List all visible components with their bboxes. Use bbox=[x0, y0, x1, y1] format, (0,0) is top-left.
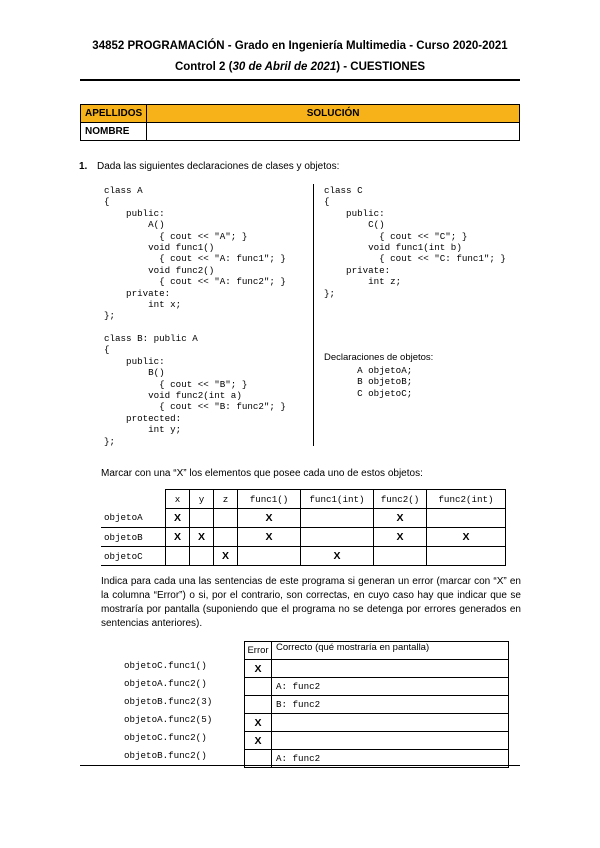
col-header: func2(int) bbox=[427, 490, 506, 509]
mark-cell[interactable] bbox=[238, 547, 301, 566]
output-cell[interactable] bbox=[272, 732, 509, 750]
row-label: objetoB bbox=[101, 528, 166, 547]
sentence: objetoB.func2(3) bbox=[124, 696, 213, 707]
table-row bbox=[245, 714, 509, 732]
col-header: x bbox=[166, 490, 190, 509]
table-row bbox=[245, 732, 509, 750]
output-cell[interactable]: A: func2 bbox=[272, 678, 509, 696]
error-cell[interactable]: X bbox=[245, 732, 272, 750]
code-class-c: class C { public: C() { cout << "C"; } void func1(int b) { cout << "C: func1"; } private: int z; }; bbox=[324, 185, 506, 299]
mark-cell[interactable]: X bbox=[238, 528, 301, 547]
mark-cell[interactable] bbox=[190, 547, 214, 566]
mark-cell[interactable] bbox=[301, 528, 374, 547]
part-a-instruction: Marcar con una “X” los elementos que posee cada uno de estos objetos: bbox=[101, 468, 423, 479]
table-row bbox=[101, 528, 506, 547]
header-title: 34852 PROGRAMACIÓN - Grado en Ingeniería Multimedia - Curso 2020-2021 bbox=[92, 40, 508, 52]
sentence: objetoC.func2() bbox=[124, 732, 207, 743]
mark-cell[interactable]: X bbox=[166, 528, 190, 547]
mark-cell[interactable] bbox=[374, 547, 427, 566]
mark-cell[interactable]: X bbox=[301, 547, 374, 566]
error-cell[interactable] bbox=[245, 696, 272, 714]
row-label: objetoA bbox=[101, 509, 166, 528]
row-label: objetoC bbox=[101, 547, 166, 566]
bottom-rule bbox=[80, 765, 520, 766]
mark-cell[interactable]: X bbox=[427, 528, 506, 547]
header-subtitle-prefix: Control 2 ( bbox=[174, 61, 233, 73]
error-cell[interactable] bbox=[245, 678, 272, 696]
members-corner bbox=[101, 490, 166, 509]
mark-cell[interactable] bbox=[166, 547, 190, 566]
members-table bbox=[101, 489, 506, 566]
mark-cell[interactable] bbox=[427, 509, 506, 528]
mark-cell[interactable]: X bbox=[214, 547, 238, 566]
output-cell[interactable] bbox=[272, 714, 509, 732]
mark-cell[interactable] bbox=[214, 528, 238, 547]
table-row bbox=[245, 696, 509, 714]
header-subtitle bbox=[0, 61, 600, 73]
table-row bbox=[245, 678, 509, 696]
table-row bbox=[101, 509, 506, 528]
mark-cell[interactable]: X bbox=[374, 528, 427, 547]
answers-table bbox=[244, 641, 509, 768]
mark-cell[interactable]: X bbox=[238, 509, 301, 528]
col-error-header: Error bbox=[245, 642, 272, 660]
mark-cell[interactable] bbox=[190, 509, 214, 528]
table-row bbox=[245, 660, 509, 678]
mark-cell[interactable]: X bbox=[166, 509, 190, 528]
question-text: Dada las siguientes declaraciones de clases y objetos: bbox=[97, 161, 340, 172]
output-cell[interactable] bbox=[272, 660, 509, 678]
sentence: objetoB.func2() bbox=[124, 750, 207, 761]
header-rule bbox=[80, 79, 520, 81]
mark-cell[interactable] bbox=[214, 509, 238, 528]
code-class-b: class B: public A { public: B() { cout << "B"; } void func2(int a) { cout << "B: func2"; } protected: int y; }; bbox=[104, 333, 286, 447]
sentence: objetoA.func2() bbox=[124, 678, 207, 689]
mark-cell[interactable] bbox=[301, 509, 374, 528]
code-divider bbox=[313, 184, 314, 446]
col-header: func2() bbox=[374, 490, 427, 509]
code-class-a: class A { public: A() { cout << "A"; } void func1() { cout << "A: func1"; } void func2() { cout << "A: func2"; } private: int x; }; bbox=[104, 185, 286, 322]
col-header: func1() bbox=[238, 490, 301, 509]
mark-cell[interactable]: X bbox=[374, 509, 427, 528]
col-header: z bbox=[214, 490, 238, 509]
header-subtitle-suffix: ) - CUESTIONES bbox=[336, 61, 426, 73]
sentence-list bbox=[124, 657, 212, 765]
question-number: 1. bbox=[79, 161, 88, 172]
apellidos-field[interactable]: SOLUCIÓN bbox=[147, 105, 520, 123]
error-cell[interactable]: X bbox=[245, 660, 272, 678]
objects-title: Declaraciones de objetos: bbox=[324, 352, 434, 363]
col-header: func1(int) bbox=[301, 490, 374, 509]
output-cell[interactable]: A: func2 bbox=[272, 750, 509, 768]
code-objects: A objetoA; B objetoB; C objetoC; bbox=[357, 365, 413, 399]
nombre-field[interactable] bbox=[147, 123, 520, 141]
sentence: objetoA.func2(5) bbox=[124, 714, 213, 725]
part-b-instruction: Indica para cada una las sentencias de este programa si generan un error (marcar con “X” en la columna “Error”) o si, por el contrario, son correctas, en cuyo caso hay que indicar que se mostraría por pantalla (suponiendo que el programa no se detenga por errores generados en sentencias anteriores). bbox=[101, 576, 521, 629]
mark-cell[interactable]: X bbox=[190, 528, 214, 547]
col-correct-header: Correcto (qué mostraría en pantalla) bbox=[272, 642, 509, 660]
output-cell[interactable]: B: func2 bbox=[272, 696, 509, 714]
identity-table bbox=[80, 104, 520, 141]
sentence: objetoC.func1() bbox=[124, 660, 207, 671]
apellidos-label: APELLIDOS bbox=[81, 105, 147, 123]
table-row bbox=[101, 547, 506, 566]
error-cell[interactable]: X bbox=[245, 714, 272, 732]
mark-cell[interactable] bbox=[427, 547, 506, 566]
nombre-label: NOMBRE bbox=[81, 123, 147, 141]
col-header: y bbox=[190, 490, 214, 509]
header-subtitle-date: 30 de Abril de 2021 bbox=[232, 61, 337, 73]
